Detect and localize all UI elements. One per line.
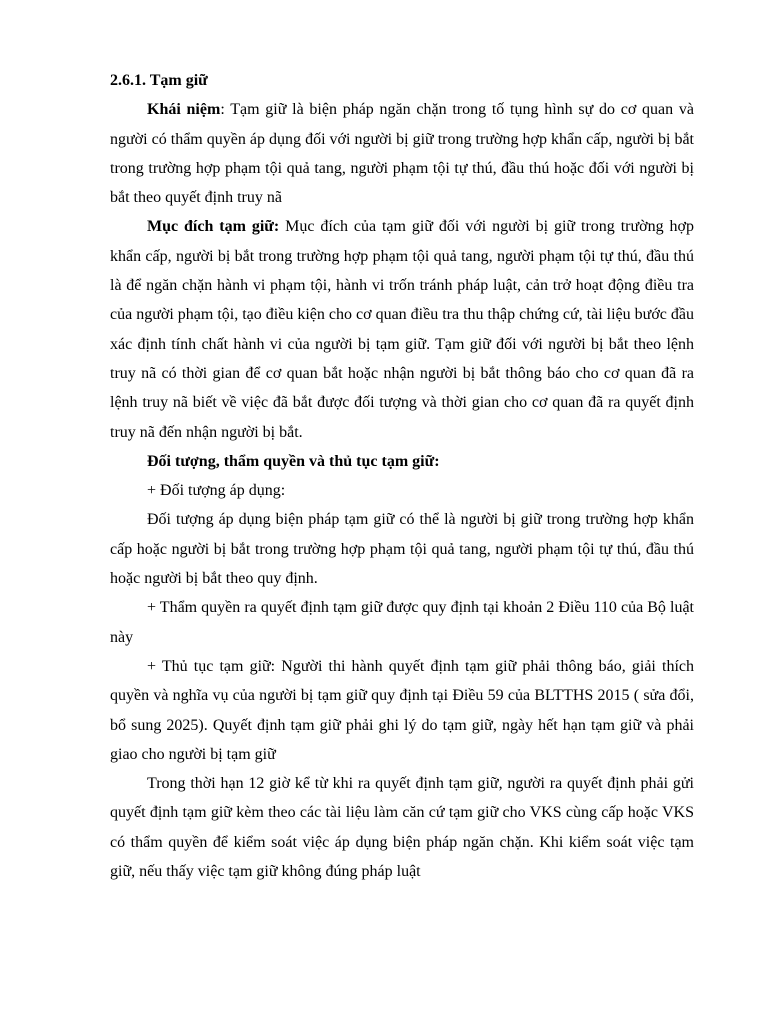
- purpose-text: Mục đích của tạm giữ đối với người bị giữ trong trường hợp khẩn cấp, người bị bắt trong trường hợp phạm tội quả tang, người phạm tội tự thú, đầu thú là để ngăn chặn hành vi phạm tội, hành vi trốn tránh pháp luật, cản trở hoạt động điều tra của người phạm tội, tạo điều kiện cho cơ quan điều tra thu thập chứng cứ, tài liệu bước đầu xác định tính chất hành vi của người bị tạm giữ. Tạm giữ đối với người bị bắt theo lệnh truy nã có thời gian để cơ quan bắt hoặc nhận người bị bắt thông báo cho cơ quan đã ra lệnh truy nã biết về việc đã bắt được đối tượng và thời gian cho cơ quan đã ra quyết định truy nã đến nhận người bị bắt.: [110, 218, 694, 441]
- paragraph-time-limit: Trong thời hạn 12 giờ kể từ khi ra quyết định tạm giữ, người ra quyết định phải gửi quyết định tạm giữ kèm theo các tài liệu làm căn cứ tạm giữ cho VKS cùng cấp hoặc VKS có thẩm quyền để kiểm soát việc áp dụng biện pháp ngăn chặn. Khi kiểm soát việc tạm giữ, nếu thấy việc tạm giữ không đúng pháp luật: [110, 775, 694, 881]
- definition-text: : Tạm giữ là biện pháp ngăn chặn trong tố tụng hình sự do cơ quan và người có thẩm quyền áp dụng đối với người bị giữ trong trường hợp khẩn cấp, người bị bắt trong trường hợp phạm tội quả tang, người phạm tội tự thú, đầu thú hoặc đối với người bị bắt theo quyết định truy nã: [110, 101, 695, 207]
- paragraph-subjects-label: + Đối tượng áp dụng:: [147, 482, 286, 500]
- definition-lead: Khái niệm: [147, 101, 221, 119]
- purpose-lead: Mục đích tạm giữ:: [147, 218, 280, 236]
- paragraph-procedure: + Thủ tục tạm giữ: Người thi hành quyết định tạm giữ phải thông báo, giải thích quyền và nghĩa vụ của người bị tạm giữ quy định tại Điều 59 của BLTTHS 2015 ( sửa đổi, bổ sung 2025). Quyết định tạm giữ phải ghi lý do tạm giữ, ngày hết hạn tạm giữ và phải giao cho người bị tạm giữ: [110, 657, 694, 763]
- subsection-heading: Đối tượng, thẩm quyền và thủ tục tạm giữ:: [147, 452, 440, 470]
- paragraph-definition: [110, 95, 694, 212]
- section-heading: 2.6.1. Tạm giữ: [110, 72, 208, 89]
- document-page: [110, 66, 694, 886]
- paragraph-subjects: Đối tượng áp dụng biện pháp tạm giữ có thể là người bị giữ trong trường hợp khẩn cấp hoặc người bị bắt trong trường hợp phạm tội quả tang, người phạm tội tự thú, đầu thú hoặc người bị bắt theo quy định.: [110, 511, 694, 588]
- paragraph-purpose: [110, 212, 694, 446]
- paragraph-authority: + Thẩm quyền ra quyết định tạm giữ được quy định tại khoản 2 Điều 110 của Bộ luật này: [110, 599, 694, 646]
